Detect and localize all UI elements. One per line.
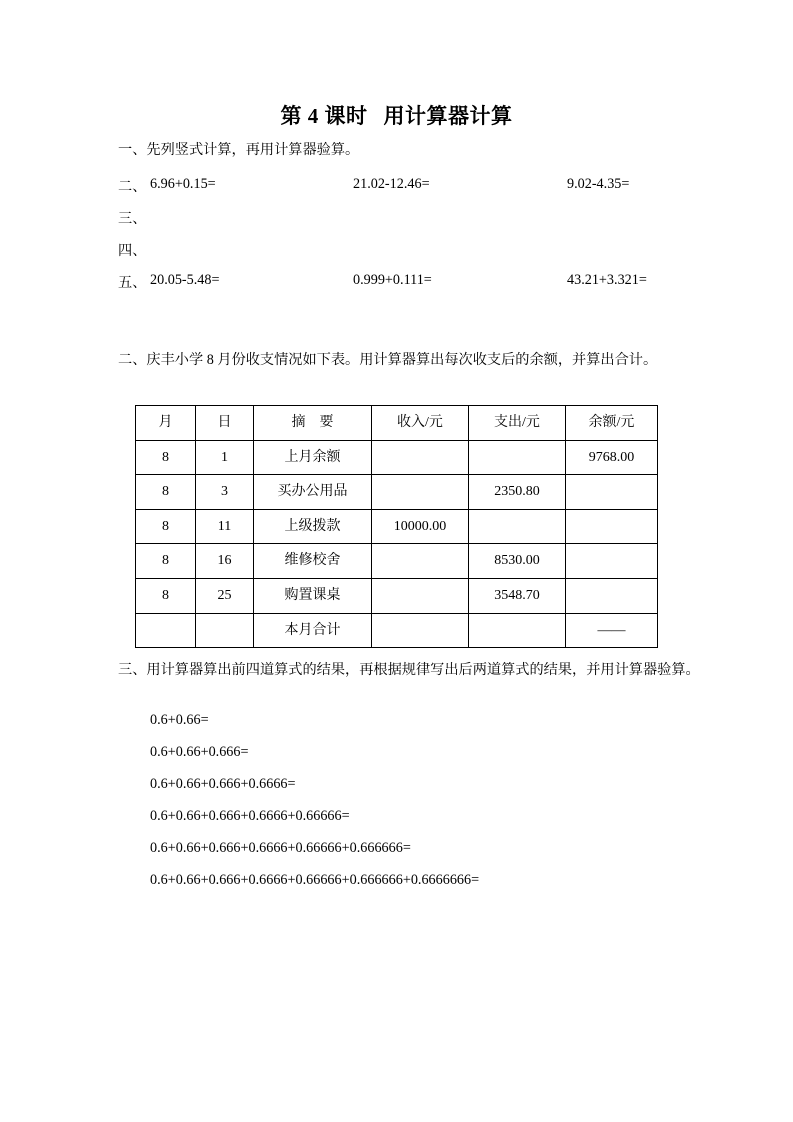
cell-income[interactable] — [372, 475, 469, 510]
table-row — [136, 544, 658, 579]
cell-summary: 维修校舍 — [254, 544, 372, 579]
cell-day: 3 — [196, 475, 254, 510]
section1-equation-row — [118, 272, 718, 294]
cell-day: 1 — [196, 440, 254, 475]
cell-balance: —— — [566, 613, 658, 648]
cell-income[interactable] — [372, 613, 469, 648]
cell-expense[interactable]: 2350.80 — [469, 475, 566, 510]
equation-2: 21.02-12.46= — [353, 176, 430, 192]
header-summary: 摘 要 — [254, 406, 372, 441]
section3-heading-text: 用计算器算出前四道算式的结果，再根据规律写出后两道算式的结果，并用计算器验算。 — [146, 662, 700, 678]
cell-balance[interactable] — [566, 475, 658, 510]
cell-summary: 上月余额 — [254, 440, 372, 475]
title-lesson-name: 用计算器计算 — [383, 104, 513, 128]
section1-equation-row — [118, 176, 718, 198]
equation-3: 9.02-4.35= — [567, 176, 630, 192]
equation-1: 20.05-5.48= — [150, 272, 220, 288]
equation-1: 6.96+0.15= — [150, 176, 216, 192]
cell-summary: 本月合计 — [254, 613, 372, 648]
cell-day — [196, 613, 254, 648]
section3-equation: 0.6+0.66+0.666= — [150, 744, 249, 760]
table-total-row — [136, 613, 658, 648]
section1-heading — [118, 143, 359, 157]
section3-equation: 0.6+0.66+0.666+0.6666+0.66666= — [150, 808, 350, 824]
section3-equation: 0.6+0.66+0.666+0.6666+0.66666+0.666666+0.6666666= — [150, 872, 480, 888]
cell-expense[interactable]: 3548.70 — [469, 578, 566, 613]
cell-balance[interactable] — [566, 578, 658, 613]
table-row — [136, 475, 658, 510]
cell-balance[interactable] — [566, 509, 658, 544]
header-month: 月 — [136, 406, 196, 441]
cell-income[interactable] — [372, 578, 469, 613]
row-marker: 三、 — [118, 211, 147, 227]
row-marker: 二、 — [118, 179, 147, 195]
section3-equation: 0.6+0.66+0.666+0.6666+0.66666+0.666666= — [150, 840, 411, 856]
cell-day: 25 — [196, 578, 254, 613]
header-expense: 支出/元 — [469, 406, 566, 441]
cell-expense[interactable] — [469, 440, 566, 475]
cell-month — [136, 613, 196, 648]
section2-marker: 二、 — [118, 352, 147, 368]
cell-income[interactable] — [372, 544, 469, 579]
cell-month: 8 — [136, 475, 196, 510]
cell-day: 11 — [196, 509, 254, 544]
cell-income[interactable]: 10000.00 — [372, 509, 469, 544]
equation-3: 43.21+3.321= — [567, 272, 647, 288]
row-marker: 五、 — [118, 275, 147, 291]
cell-income[interactable] — [372, 440, 469, 475]
section3-equation: 0.6+0.66= — [150, 712, 209, 728]
income-expense-table — [135, 405, 658, 648]
cell-balance[interactable] — [566, 544, 658, 579]
cell-month: 8 — [136, 578, 196, 613]
table-row — [136, 509, 658, 544]
section1-equation-row — [118, 240, 718, 262]
section2-heading-text: 庆丰小学 8 月份收支情况如下表。用计算器算出每次收支后的余额，并算出合计。 — [146, 352, 658, 368]
cell-expense[interactable] — [469, 613, 566, 648]
header-income: 收入/元 — [372, 406, 469, 441]
cell-day: 16 — [196, 544, 254, 579]
cell-balance[interactable]: 9768.00 — [566, 440, 658, 475]
cell-month: 8 — [136, 440, 196, 475]
cell-summary: 购置课桌 — [254, 578, 372, 613]
section1-equation-row — [118, 208, 718, 230]
section3-equation: 0.6+0.66+0.666+0.6666= — [150, 776, 296, 792]
header-day: 日 — [196, 406, 254, 441]
cell-summary: 买办公用品 — [254, 475, 372, 510]
cell-summary: 上级拨款 — [254, 509, 372, 544]
table-row — [136, 440, 658, 475]
table-row — [136, 578, 658, 613]
section3-marker: 三、 — [118, 662, 147, 678]
equation-2: 0.999+0.111= — [353, 272, 432, 288]
table-header-row — [136, 406, 658, 441]
cell-month: 8 — [136, 509, 196, 544]
section3-heading — [118, 657, 710, 683]
section2-heading — [118, 347, 710, 373]
cell-expense[interactable] — [469, 509, 566, 544]
title-lesson-number: 第 4 课时 — [280, 104, 368, 128]
cell-month: 8 — [136, 544, 196, 579]
section1-marker: 一、 — [118, 142, 147, 158]
cell-expense[interactable]: 8530.00 — [469, 544, 566, 579]
header-balance: 余额/元 — [566, 406, 658, 441]
row-marker: 四、 — [118, 243, 147, 259]
page-title — [0, 100, 793, 130]
section1-heading-text: 先列竖式计算，再用计算器验算。 — [146, 142, 360, 158]
